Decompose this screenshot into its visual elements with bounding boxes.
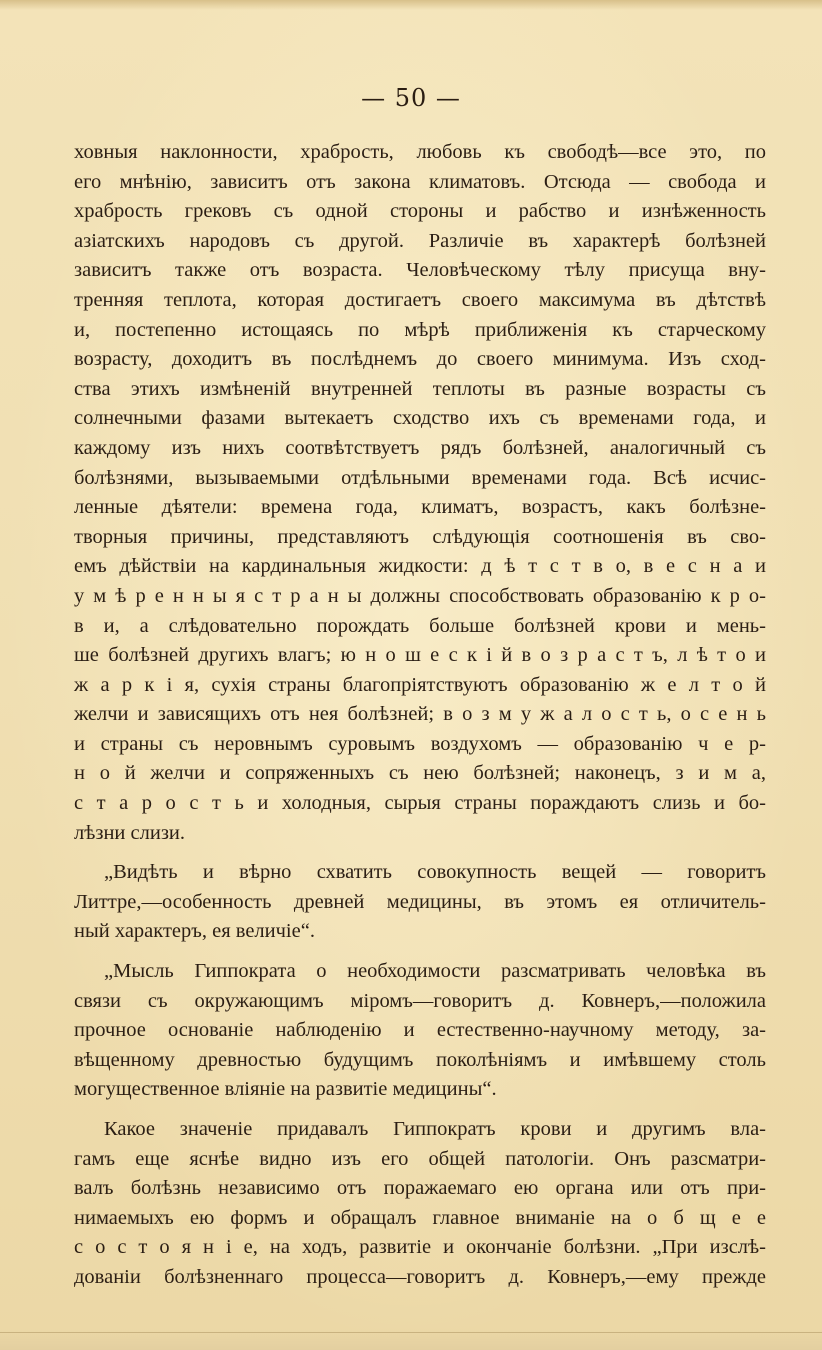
- text-line: тренняя теплота, которая достигаетъ своего максимума въ дѣтствѣ: [74, 288, 766, 311]
- text-line: его мнѣнію, зависитъ отъ закона климатовъ. Отсюда — свобода и: [74, 170, 766, 193]
- text-line: возрасту, доходитъ въ послѣднемъ до своего минимума. Изъ сход-: [74, 348, 766, 371]
- text-line: связи съ окружающимъ міромъ—говоритъ д. Ковнеръ,—положила: [74, 989, 766, 1012]
- body-text: [74, 138, 766, 1293]
- paragraph-2: [74, 858, 766, 947]
- text-line: нимаемыхъ ею формъ и обращалъ главное вниманіе на о б щ е е: [74, 1206, 766, 1229]
- text-line: и, постепенно истощаясь по мѣрѣ приближенія къ старческому: [74, 318, 766, 341]
- page-number: — 50 —: [361, 84, 461, 112]
- text-line: болѣзнями, вызываемыми отдѣльными временами года. Всѣ исчис-: [74, 466, 766, 489]
- text-line: ства этихъ измѣненій внутренней теплоты въ разные возрасты съ: [74, 377, 766, 400]
- text-line: зависитъ также отъ возраста. Человѣческому тѣлу присуща вну-: [74, 259, 766, 282]
- paragraph-1: [74, 138, 766, 848]
- text-line: каждому изъ нихъ соотвѣтствуетъ рядъ болѣзней, аналогичный съ: [74, 436, 766, 459]
- text-line: с о с т о я н і е, на ходъ, развитіе и окончаніе болѣзни. „При изслѣ-: [74, 1236, 766, 1259]
- text-line: ховныя наклонности, храбрость, любовь къ свободѣ—все это, по: [74, 141, 766, 163]
- text-line: в и, а слѣдовательно порождать больше болѣзней крови и мень-: [74, 614, 766, 637]
- text-line: солнечными фазами вытекаетъ сходство ихъ съ временами года, и: [74, 407, 766, 430]
- text-line: гамъ еще яснѣе видно изъ его общей патологіи. Онъ разсматри-: [74, 1147, 766, 1170]
- text-line: и страны съ неровнымъ суровымъ воздухомъ — образованію ч е р-: [74, 732, 766, 755]
- page-top-edge: [0, 0, 822, 10]
- paragraph-4: [74, 1115, 766, 1293]
- text-line: дованіи болѣзненнаго процесса—говоритъ д. Ковнеръ,—ему прежде: [74, 1265, 766, 1288]
- text-line: храбрость грековъ съ одной стороны и рабство и изнѣженность: [74, 200, 766, 223]
- text-line: ленные дѣятели: времена года, климатъ, возрастъ, какъ болѣзне-: [74, 496, 766, 519]
- text-line: н о й желчи и сопряженныхъ съ нею болѣзней; наконецъ, з и м а,: [74, 762, 766, 785]
- text-line: „Мысль Гиппократа о необходимости разсматривать человѣка въ: [104, 960, 766, 983]
- paragraph-3: [74, 957, 766, 1105]
- text-line: прочное основаніе наблюденію и естественно-научному методу, за-: [74, 1019, 766, 1042]
- text-line: ж а р к і я, сухія страны благопріятствуютъ образованію ж е л т о й: [74, 673, 766, 696]
- text-line: могущественное вліяніе на развитіе медицины“.: [74, 1078, 497, 1101]
- page-bottom-edge: [0, 1328, 822, 1350]
- text-line: лѣзни слизи.: [74, 821, 186, 844]
- text-line: ше болѣзней другихъ влагъ; ю н о ш е с к і й в о з р а с т ъ, л ѣ т о и: [74, 644, 766, 667]
- text-line: Какое значеніе придавалъ Гиппократъ крови и другимъ вла-: [104, 1118, 766, 1140]
- text-line: ный характеръ, ея величіе“.: [74, 920, 315, 943]
- text-line: творныя причины, представляютъ слѣдующія соотношенія въ сво-: [74, 525, 766, 548]
- text-line: валъ болѣзнь независимо отъ поражаемаго ею органа или отъ при-: [74, 1177, 766, 1200]
- text-line: у м ѣ р е н н ы я с т р а н ы должны способствовать образованію к р о-: [74, 584, 766, 607]
- paragraph-gap: [74, 848, 766, 858]
- paragraph-gap: [74, 947, 766, 957]
- paragraph-gap: [74, 1105, 766, 1115]
- text-line: желчи и зависящихъ отъ нея болѣзней; в о з м у ж а л о с т ь, о с е н ь: [74, 703, 766, 726]
- text-line: с т а р о с т ь и холодныя, сырыя страны пораждаютъ слизь и бо-: [74, 792, 766, 815]
- text-line: азіатскихъ народовъ съ другой. Различіе въ характерѣ болѣзней: [74, 229, 766, 252]
- text-line: Литтре,—особенность древней медицины, въ этомъ ея отличитель-: [74, 890, 766, 913]
- text-line: „Видѣть и вѣрно схватить совокупность вещей — говоритъ: [104, 861, 766, 884]
- text-line: емъ дѣйствіи на кардинальныя жидкости: д ѣ т с т в о, в е с н а и: [74, 555, 766, 578]
- text-line: вѣщенному древностью будущимъ поколѣніямъ и имѣвшему столь: [74, 1048, 766, 1071]
